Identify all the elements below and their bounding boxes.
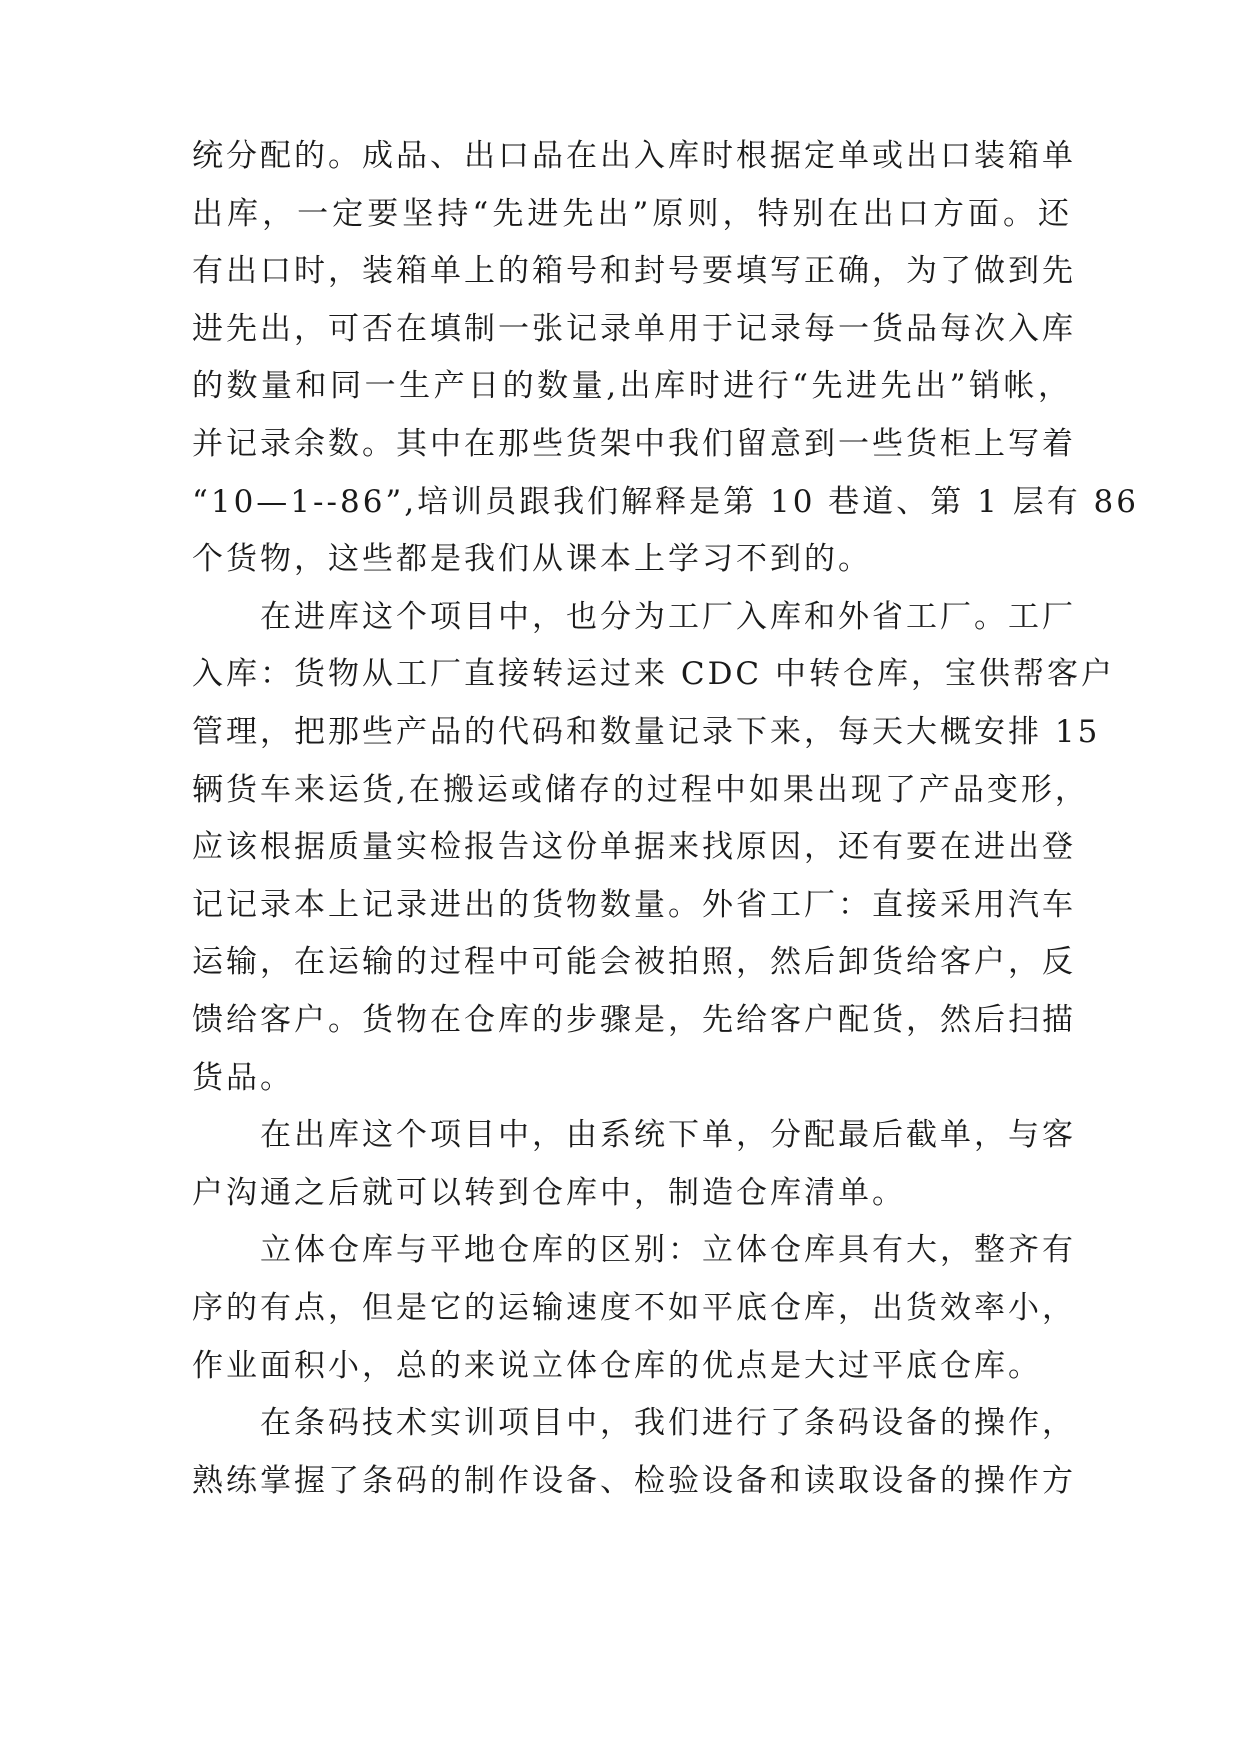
text-line: 作业面积小，总的来说立体仓库的优点是大过平底仓库。 (192, 1347, 1042, 1384)
text-line: 在进库这个项目中，也分为工厂入库和外省工厂。工厂 (192, 598, 1076, 635)
text-line: 货品。 (192, 1059, 294, 1096)
text-line: 运输，在运输的过程中可能会被拍照，然后卸货给客户，反 (192, 944, 1076, 981)
text-line: 的数量和同一生产日的数量,出库时进行“先进先出”销帐， (192, 368, 1072, 405)
text-line: 并记录余数。其中在那些货架中我们留意到一些货柜上写着 (192, 426, 1076, 462)
text-line: 熟练掌握了条码的制作设备、检验设备和读取设备的操作方 (192, 1462, 1076, 1499)
text-line: 有出口时，装箱单上的箱号和封号要填写正确，为了做到先 (192, 253, 1076, 290)
text-line: 在出库这个项目中，由系统下单，分配最后截单，与客 (192, 1117, 1076, 1154)
text-line: 辆货车来运货,在搬运或储存的过程中如果出现了产品变形， (192, 771, 1089, 808)
text-line: 馈给客户。货物在仓库的步骤是，先给客户配货，然后扫描 (192, 1002, 1076, 1038)
text-line: 管理，把那些产品的代码和数量记录下来，每天大概安排 15 (192, 714, 1101, 750)
text-line: 立体仓库与平地仓库的区别：立体仓库具有大，整齐有 (192, 1232, 1076, 1269)
text-line: 个货物，这些都是我们从课本上学习不到的。 (192, 541, 872, 578)
text-line: 在条码技术实训项目中，我们进行了条码设备的操作， (192, 1405, 1076, 1442)
text-line: 进先出，可否在填制一张记录单用于记录每一货品每次入库 (192, 310, 1076, 347)
text-line: 记记录本上记录进出的货物数量。外省工厂：直接采用汽车 (192, 886, 1076, 923)
text-line: 出库，一定要坚持“先进先出”原则，特别在出口方面。还 (192, 195, 1072, 232)
text-line: 入库：货物从工厂直接转运过来 CDC 中转仓库，宝供帮客户 (192, 656, 1115, 693)
text-line: 序的有点，但是它的运输速度不如平底仓库，出货效率小， (192, 1290, 1076, 1326)
text-line: “10—1--86”,培训员跟我们解释是第 10 巷道、第 1 层有 86 (192, 483, 1139, 520)
text-line: 统分配的。成品、出口品在出入库时根据定单或出口装箱单 (192, 138, 1076, 174)
text-line: 户沟通之后就可以转到仓库中，制造仓库清单。 (192, 1174, 906, 1211)
text-line: 应该根据质量实检报告这份单据来找原因，还有要在进出登 (192, 829, 1076, 866)
